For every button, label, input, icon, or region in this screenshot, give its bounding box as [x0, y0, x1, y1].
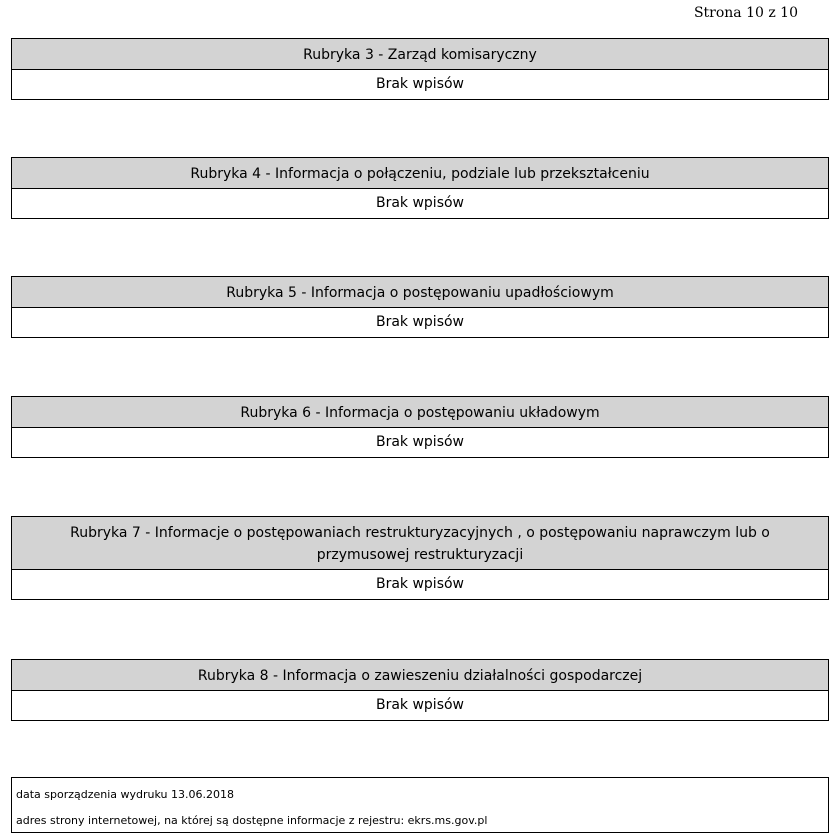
section-rubryka-3 [11, 38, 829, 100]
section-rubryka-7 [11, 516, 829, 600]
section-title: Rubryka 4 - Informacja o połączeniu, podziale lub przekształceniu [12, 158, 828, 189]
section-rubryka-5 [11, 276, 829, 338]
section-content: Brak wpisów [12, 70, 828, 99]
section-title: Rubryka 8 - Informacja o zawieszeniu działalności gospodarczej [12, 660, 828, 691]
section-content: Brak wpisów [12, 570, 828, 599]
registry-address: adres strony internetowej, na której są dostępne informacje z rejestru: ekrs.ms.gov.pl [16, 814, 488, 827]
section-title: Rubryka 5 - Informacja o postępowaniu upadłościowym [12, 277, 828, 308]
section-title: Rubryka 6 - Informacja o postępowaniu układowym [12, 397, 828, 428]
section-content: Brak wpisów [12, 691, 828, 720]
section-title: Rubryka 7 - Informacje o postępowaniach restrukturyzacyjnych , o postępowaniu naprawczym lub o przymusowej restrukturyzacji [12, 517, 828, 570]
page-number: Strona 10 z 10 [693, 5, 798, 21]
section-content: Brak wpisów [12, 428, 828, 457]
section-title: Rubryka 3 - Zarząd komisaryczny [12, 39, 828, 70]
print-date: data sporządzenia wydruku 13.06.2018 [16, 788, 235, 801]
section-rubryka-8 [11, 659, 829, 721]
section-content: Brak wpisów [12, 189, 828, 218]
section-rubryka-6 [11, 396, 829, 458]
section-rubryka-4 [11, 157, 829, 219]
print-footer [11, 777, 829, 833]
section-content: Brak wpisów [12, 308, 828, 337]
